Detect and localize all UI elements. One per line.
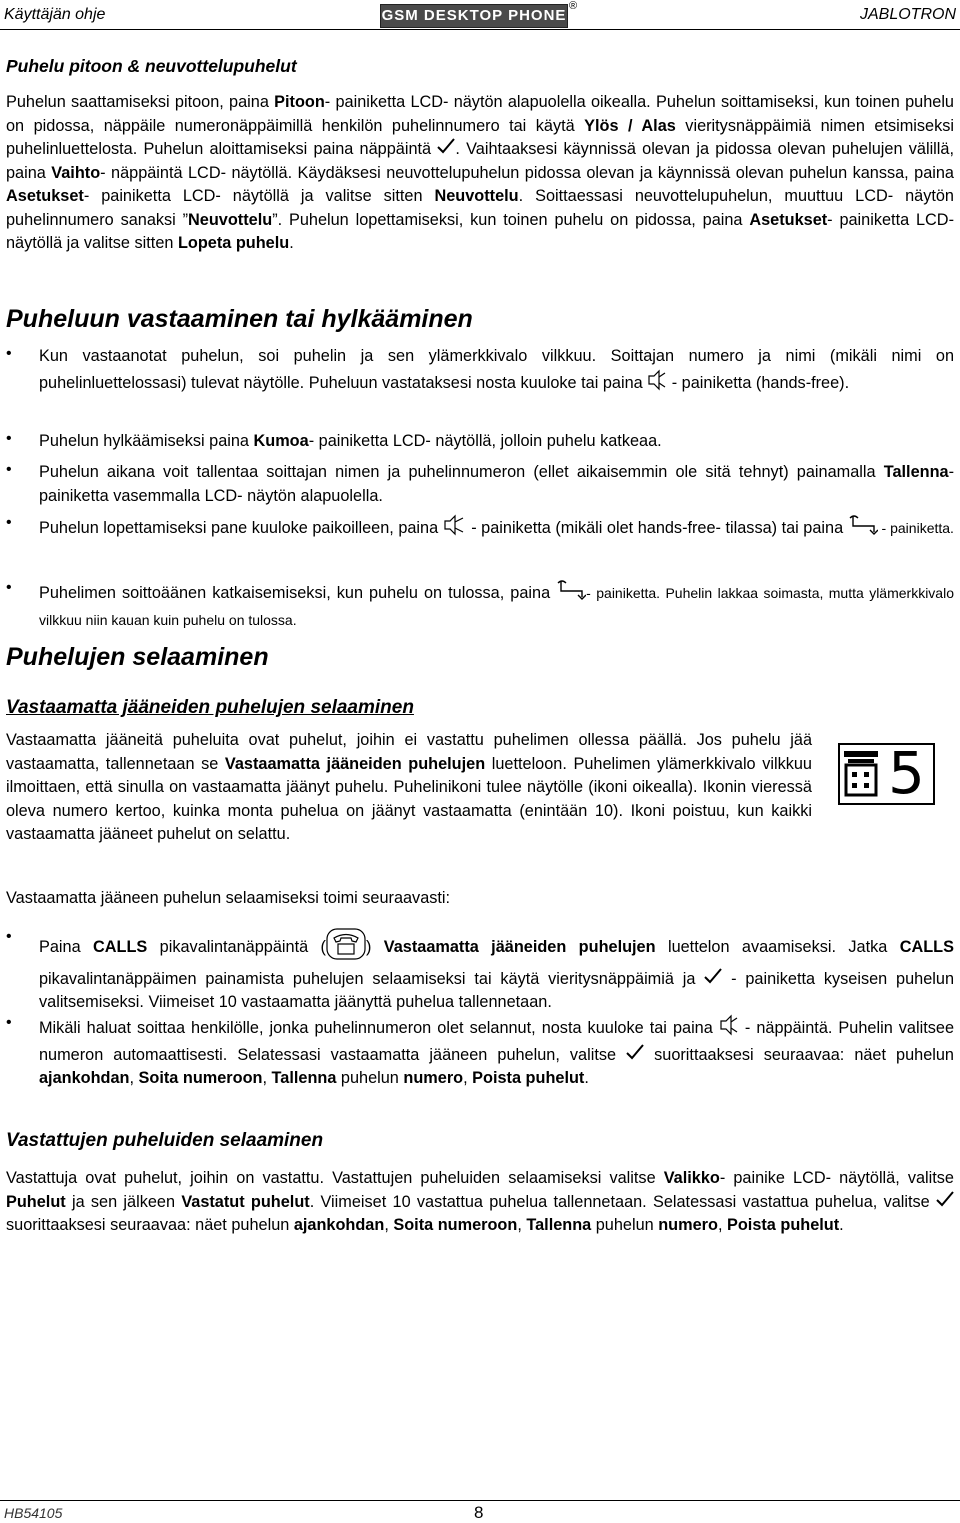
hangup-icon <box>556 579 586 609</box>
bullet: • <box>6 345 12 362</box>
footer-doc-code: HB54105 <box>4 1505 63 1521</box>
check-icon <box>936 1191 954 1215</box>
speaker-icon <box>647 369 667 399</box>
footer-page-number: 8 <box>474 1503 484 1522</box>
missed-steps-intro: Vastaamatta jääneen puhelun selaamiseksi toimi seuraavasti: <box>6 889 451 907</box>
bullet: • <box>6 461 12 478</box>
bullet: • <box>6 514 12 531</box>
missed-step-2: Mikäli haluat soittaa henkilölle, jonka puhelinnumeron olet selannut, nosta kuuloke tai paina - näppäintä. Puhelin valitsee numeron automaattisesti. Selatessasi vastaamatta jääneen puhelun, valitse suorittaaksesi seuraavaa: näet puhelun ajankohdan, Soita numeroon, Tallenna puhelun numero, Poista puhelut. <box>39 1014 954 1091</box>
bullet: • <box>6 430 12 447</box>
header-manual-title: Käyttäjän ohje <box>4 6 106 23</box>
phone-icon <box>326 928 366 968</box>
footer-divider <box>0 1500 960 1501</box>
missed-step-1: Paina CALLS pikavalintanäppäintä ( ) Vastaamatta jääneiden puhelujen luettelon avaamiseksi. Jatka CALLS pikavalintanäppäimen painamista puhelujen selaamiseksi tai käytä vieritysnäppäimiä ja - painiketta kyseisen puhelun valitsemiseksi. Viimeiset 10 vastaamatta jäänyttä puhelua tallennetaan. <box>39 928 954 1015</box>
answer-bullet-2: Puhelun hylkäämiseksi paina Kumoa- painiketta LCD- näytöllä, jolloin puhelu katkeaa. <box>39 432 662 450</box>
answer-bullet-5: Puhelimen soittoäänen katkaisemiseksi, kun puhelu on tulossa, paina - painiketta. Puhelin lakkaa soimasta, mutta ylämerkkivalo vilkkuu niin kauan kuin puhelu on tulossa. <box>39 579 954 632</box>
subsection-title-missed: Vastaamatta jääneiden puhelujen selaaminen <box>6 697 414 718</box>
subsection-title-answered: Vastattujen puheluiden selaaminen <box>6 1130 324 1151</box>
answer-bullet-1: Kun vastaanotat puhelun, soi puhelin ja sen ylämerkkivalo vilkkuu. Soittajan numero ja nimi (mikäli nimi on puhelinluettelossasi) tulevat näytölle. Puheluun vastataksesi nosta kuuloke tai paina - painiketta (hands-free). <box>39 345 954 398</box>
check-icon <box>437 138 455 162</box>
answer-bullet-4: Puhelun lopettamiseksi pane kuuloke paikoilleen, paina - painiketta (mikäli olet hands-free- tilassa) tai paina - painiketta. <box>39 514 954 544</box>
check-icon <box>626 1044 644 1068</box>
bullet: • <box>6 579 12 596</box>
answer-bullet-3: Puhelun aikana voit tallentaa soittajan nimen ja puhelinnumeron (ellet aikaisemmin ole sitä tehnyt) painamalla Tallenna- painiketta vasemmalla LCD- näytön alapuolella. <box>39 463 954 505</box>
missed-calls-count: 5 <box>888 739 925 807</box>
answered-calls-paragraph: Vastattuja ovat puhelut, joihin on vastattu. Vastattujen puheluiden selaamiseksi valitse Valikko- painike LCD- näytöllä, valitse Puhelut ja sen jälkeen Vastatut puhelut. Viimeiset 10 vastattua puhelua tallennetaan. Selatessasi vastattua puhelua, valitse suorittaaksesi seuraavaa: näet puhelun ajankohdan, Soita numeroon, Tallenna puhelun numero, Poista puhelut. <box>6 1169 954 1235</box>
header-brand: JABLOTRON <box>859 6 956 23</box>
section-title-hold: Puhelu pitoon & neuvottelupuhelut <box>6 56 297 76</box>
speaker-icon <box>719 1014 739 1044</box>
section-title-answer: Puheluun vastaaminen tai hylkääminen <box>6 305 473 333</box>
bullet: • <box>6 1014 12 1031</box>
bullet: • <box>6 928 12 945</box>
header-registered-mark: ® <box>569 0 578 12</box>
section-title-browse: Puhelujen selaaminen <box>6 643 269 671</box>
missed-calls-paragraph: Vastaamatta jääneitä puheluita ovat puhelut, joihin ei vastattu puhelimen ollessa päällä. Jos puhelu jää vastaamatta, tallennetaan se Vastaamatta jääneiden puhelujen luetteloon. Puhelimen ylämerkkivalo vilkkuu ilmoittaen, että sinulla on vastaamatta jäänyt puhelu. Puhelinikoni tulee näytölle (ikoni oikealla). Ikonin vieressä oleva numero kertoo, kuinka monta puhelua on jäänyt vastaamatta (enintään 10). Ikoni poistuu, kun kaikki vastaamatta jääneet puhelut on selattu. <box>6 731 812 843</box>
hangup-icon <box>848 514 878 544</box>
header-logo: GSM DESKTOP PHONE <box>380 4 568 28</box>
section-hold-paragraph: Puhelun saattamiseksi pitoon, paina Pitoon- painiketta LCD- näytön alapuolella oikealla. Puhelun soittamiseksi, kun toinen puhelu on pidossa, näppäile numeronäppäimillä henkilön puhelinnumero tai käytä Ylös / Alas vieritysnäppäimiä nimen etsimiseksi puhelinluettelosta. Puhelun aloittamiseksi paina näppäintä . Vaihtaaksesi käynnissä olevan ja pidossa olevan puhelujen välillä, paina Vaihto- näppäintä LCD- näytöllä. Käydäksesi neuvottelupuhelun pidossa olevan ja käynnissä olevan puhelun kanssa, paina Asetukset- painiketta LCD- näytöllä ja valitse sitten Neuvottelu. Soittaessasi neuvottelupuhelun, muuttuu LCD- näytön puhelinnumero sanaksi ”Neuvottelu”. Puhelun lopettamiseksi, kun toinen puhelu on pidossa, paina Asetukset- painiketta LCD- näytöllä ja valitse sitten Lopeta puhelu. <box>6 93 954 253</box>
check-icon <box>704 968 722 992</box>
missed-calls-lcd-icon <box>838 739 935 807</box>
header-divider <box>0 29 960 30</box>
speaker-icon <box>443 514 467 544</box>
